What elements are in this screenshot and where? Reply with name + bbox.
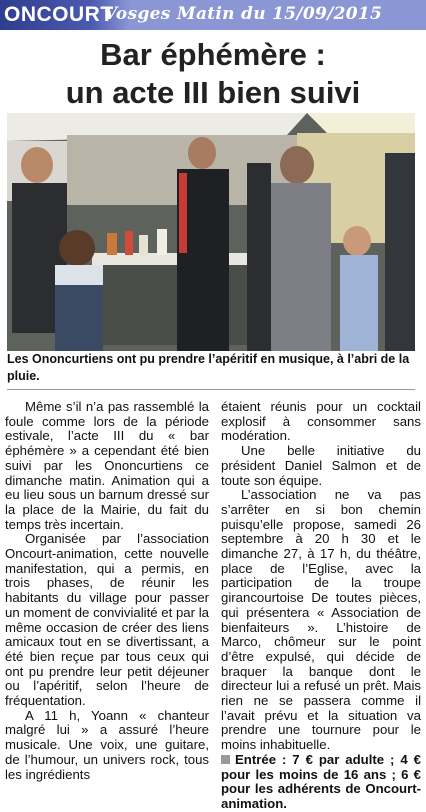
article-paragraph: étaient réunis pour un cocktail explosif à consommer sans modération. xyxy=(221,399,421,444)
headline-line-1: Bar éphémère : xyxy=(100,37,326,72)
article-column-2 xyxy=(221,400,421,812)
headline xyxy=(0,36,426,112)
square-bullet-icon xyxy=(221,755,230,764)
article-paragraph: A 11 h, Yoann « chanteur malgré lui » a assuré l’heure musicale. Une voix, une guitare, de l’humour, un univers rock, tous les ingrédients xyxy=(5,707,209,782)
masthead: Vosges Matin du 15/09/2015 xyxy=(104,4,383,24)
article-photo xyxy=(7,113,415,351)
event-info-text: Entrée : 7 € par adulte ; 4 € pour les moins de 16 ans ; 6 € pour les adhérents de Oncourt-animation. xyxy=(221,751,421,811)
article-paragraph: Même s’il n’a pas rassemblé la foule comme lors de la période estivale, l’acte III du « bar éphémère » a cependant été bien suivi par les Ononcurtiens ce dimanche matin. Animation qui a eu lieu sous un barnum dressé sur la place de la Mairie, du fait du temps très incertain. xyxy=(5,399,209,532)
header-bar xyxy=(0,0,426,30)
event-info xyxy=(221,753,421,812)
article-paragraph: Organisée par l’association Oncourt-animation, cette nouvelle manifestation, qui a permis, en trois phases, de réunir les habitants du village pour passer un moment de convivialité et par la même occasion de créer des liens amicaux tout en se divertissant, a été bien reçue par tous ceux qui ont pu prendre leur petit déjeuner ou l’apéritif, selon l’heure de fréquentation. xyxy=(5,531,209,709)
headline-line-2: un acte III bien suivi xyxy=(65,75,361,110)
section-label: ONCOURT xyxy=(4,3,114,26)
caption-divider xyxy=(7,389,415,390)
article-paragraph: L’association ne va pas s’arrêter en si bon chemin puisqu’elle propose, samedi 26 septembre à 20 h 30 et le dimanche 27, à 17 h, du théâtre, place de l’Eglise, avec la participation de la troupe girancourtoise De toutes pièces, qui présentera « Association de bienfaiteurs ». L’histoire de Marco, chômeur sur le point d’être expulsé, qui décide de braquer la banque dont le directeur lui a refusé un prêt. Mais rien ne se passera comme il l’avait prévu et la situation va prendre une tournure pour le moins inhabituelle. xyxy=(221,487,421,753)
article-column-1 xyxy=(5,400,209,782)
article-paragraph: Une belle initiative du président Daniel Salmon et de toute son équipe. xyxy=(221,443,421,488)
photo-caption: Les Ononcurtiens ont pu prendre l’apéritif en musique, à l’abri de la pluie. xyxy=(7,352,410,383)
photo-illustration xyxy=(7,113,415,351)
